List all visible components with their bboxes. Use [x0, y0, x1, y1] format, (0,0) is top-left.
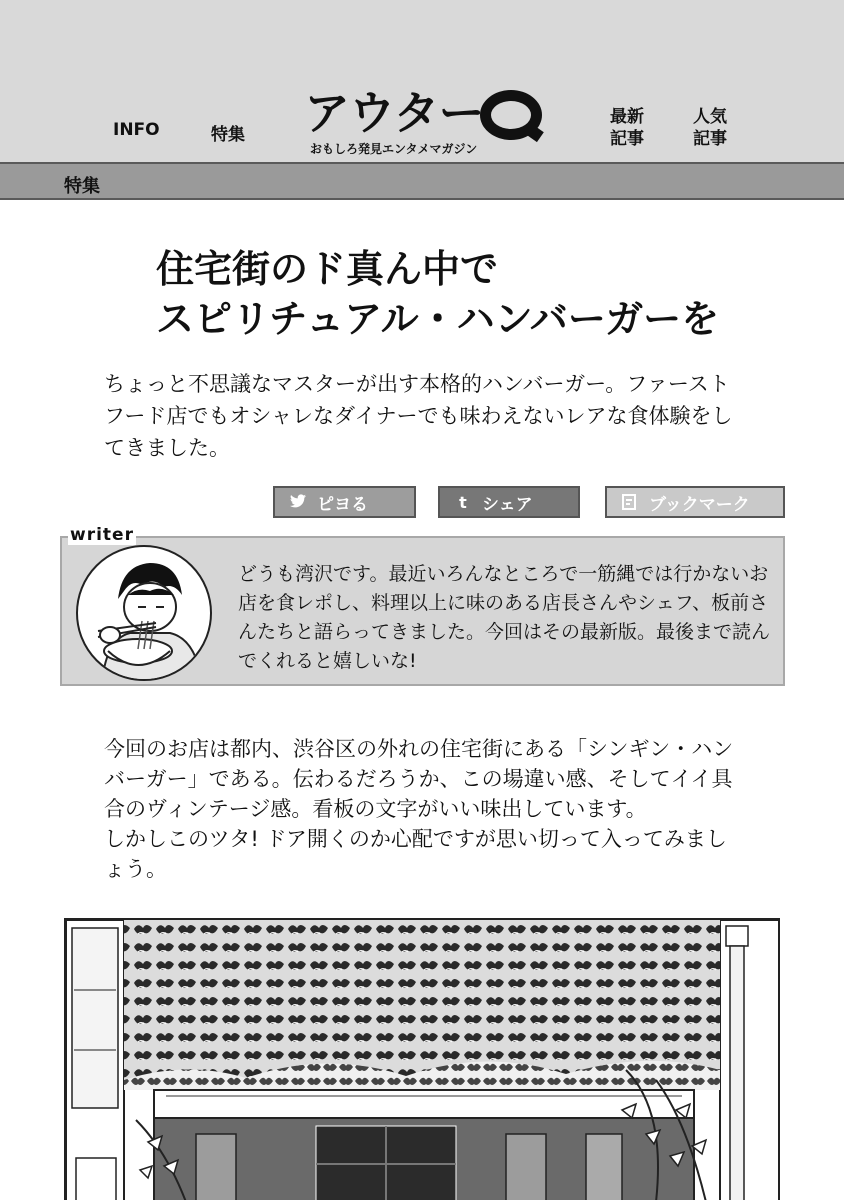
logo-subtitle: おもしろ発見エンタメマガジン	[310, 142, 478, 156]
bird-icon	[289, 493, 307, 511]
writer-avatar	[76, 545, 212, 681]
writer-intro: どうも湾沢です。最近いろんなところで一筋縄では行かないお店を食レポし、料理以上に味のある店長さんやシェフ、板前さんたちと語らってきました。今回はその最新版。最後まで読んでくれると嬉しいな!	[238, 563, 771, 672]
nav-popular-link[interactable]: 人気 記事	[693, 107, 727, 149]
share-button[interactable]	[438, 486, 580, 518]
tweet-button[interactable]	[273, 486, 416, 518]
writer-label: writer	[70, 525, 134, 545]
nav-info-link[interactable]: INFO	[113, 120, 160, 140]
article-body: 今回のお店は都内、渋谷区の外れの住宅街にある「シンギン・ハンバーガー」である。伝わるだろうか、この場違い感、そしてイイ具合のヴィンテージ感。看板の文字がいい味出しています。 しかしこのツタ! ドア開くのか心配ですが思い切って入ってみましょう。	[104, 737, 734, 881]
site-header	[0, 0, 844, 162]
storefront-illustration	[64, 918, 780, 1200]
bookmark-label: ブックマーク	[649, 494, 750, 515]
nav-feature-link[interactable]: 特集	[211, 125, 245, 145]
article-headline: 住宅街のド真ん中で スピリチュアル・ハンバーガーを	[156, 247, 720, 341]
tweet-label: ピヨる	[317, 494, 368, 515]
logo-title: アウター	[304, 86, 484, 140]
nav-newest-link[interactable]: 最新 記事	[610, 107, 644, 149]
tumblr-icon: t	[459, 492, 467, 512]
article-lead: ちょっと不思議なマスターが出す本格的ハンバーガー。ファーストフード店でもオシャレなダイナーでも味わえないレアな食体験をしてきました。	[104, 372, 733, 460]
section-label: 特集	[64, 176, 100, 197]
site-logo[interactable]	[304, 88, 544, 160]
section-bar	[0, 162, 844, 200]
bookmark-button[interactable]	[605, 486, 785, 518]
bookmark-icon	[621, 493, 639, 511]
logo-q-tail	[522, 122, 544, 142]
share-label: シェア	[482, 494, 533, 515]
